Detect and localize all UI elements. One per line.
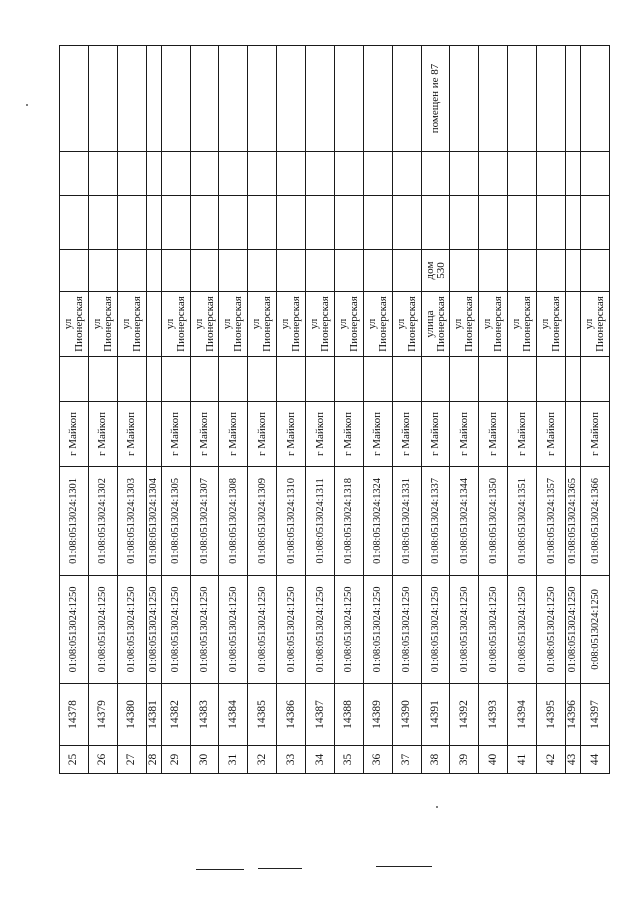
house-cell <box>219 250 248 292</box>
street-type-cell <box>306 357 335 402</box>
locality-cell: г Майкоп <box>450 402 479 467</box>
street-type-cell <box>219 357 248 402</box>
street-type-cell <box>248 357 277 402</box>
table-row <box>117 46 146 774</box>
house-cell: дом 530 <box>421 250 450 292</box>
locality-cell: г Майкоп <box>190 402 219 467</box>
premises-empty-cell <box>60 196 89 250</box>
parent-cadastral-cell: 01:08:0513024:1250 <box>537 576 566 684</box>
parent-cadastral-cell: 01:08:0513024:1250 <box>219 576 248 684</box>
cadastral-number-cell: 01:08:0513024:1310 <box>277 467 306 576</box>
registry-id-cell: 14381 <box>146 684 161 746</box>
parent-cadastral-cell: 01:08:0513024:1250 <box>392 576 421 684</box>
house-cell <box>392 250 421 292</box>
house-cell <box>117 250 146 292</box>
premises-empty-cell <box>363 196 392 250</box>
registry-id-cell: 14392 <box>450 684 479 746</box>
premises-empty-cell <box>392 196 421 250</box>
cadastral-number-cell: 01:08:0513024:1302 <box>88 467 117 576</box>
house-cell <box>363 250 392 292</box>
premises-empty-cell <box>161 152 190 196</box>
locality-cell: г Майкоп <box>537 402 566 467</box>
parent-cadastral-cell: 01:08:0513024:1250 <box>88 576 117 684</box>
registry-id-cell: 14394 <box>508 684 537 746</box>
row-number-cell: 28 <box>146 746 161 774</box>
street-type-cell <box>334 357 363 402</box>
registry-id-cell: 14393 <box>479 684 508 746</box>
premises-empty-cell <box>450 152 479 196</box>
house-cell <box>306 250 335 292</box>
street-cell: ул Пионерская <box>479 292 508 357</box>
premises-cell <box>334 46 363 152</box>
street-cell: ул Пионерская <box>248 292 277 357</box>
street-type-cell <box>60 357 89 402</box>
premises-empty-cell <box>117 196 146 250</box>
locality-cell: г Майкоп <box>306 402 335 467</box>
registry-id-cell: 14387 <box>306 684 335 746</box>
street-type-cell <box>479 357 508 402</box>
row-number-cell: 34 <box>306 746 335 774</box>
premises-cell <box>565 46 580 152</box>
row-number-cell: 29 <box>161 746 190 774</box>
table-rotation-wrapper <box>59 46 610 774</box>
premises-empty-cell <box>334 152 363 196</box>
street-type-cell <box>537 357 566 402</box>
street-type-cell <box>450 357 479 402</box>
street-type-cell <box>392 357 421 402</box>
registry-id-cell: 14390 <box>392 684 421 746</box>
table-row <box>161 46 190 774</box>
row-number-cell: 43 <box>565 746 580 774</box>
street-type-cell <box>117 357 146 402</box>
row-number-cell: 33 <box>277 746 306 774</box>
registry-id-cell: 14386 <box>277 684 306 746</box>
registry-table <box>59 45 610 774</box>
premises-empty-cell <box>421 196 450 250</box>
premises-cell <box>363 46 392 152</box>
cadastral-number-cell: 01:08:0513024:1303 <box>117 467 146 576</box>
parent-cadastral-cell: 01:08:0513024:1250 <box>334 576 363 684</box>
street-type-cell <box>363 357 392 402</box>
table-row <box>565 46 580 774</box>
registry-id-cell: 14391 <box>421 684 450 746</box>
premises-empty-cell <box>248 196 277 250</box>
scan-speck <box>26 104 28 106</box>
street-cell: ул Пионерская <box>363 292 392 357</box>
premises-cell <box>190 46 219 152</box>
house-cell <box>88 250 117 292</box>
locality-cell: г Майкоп <box>88 402 117 467</box>
street-cell <box>146 292 161 357</box>
bottom-scan-line <box>258 868 302 869</box>
premises-cell <box>479 46 508 152</box>
registry-id-cell: 14396 <box>565 684 580 746</box>
registry-id-cell: 14379 <box>88 684 117 746</box>
premises-cell <box>146 46 161 152</box>
locality-cell: г Майкоп <box>479 402 508 467</box>
parent-cadastral-cell: 01:08:0513024:1250 <box>363 576 392 684</box>
house-cell <box>277 250 306 292</box>
table-row <box>277 46 306 774</box>
row-number-cell: 44 <box>581 746 610 774</box>
table-row <box>190 46 219 774</box>
locality-cell <box>146 402 161 467</box>
locality-cell: г Майкоп <box>581 402 610 467</box>
premises-empty-cell <box>277 196 306 250</box>
row-number-cell: 40 <box>479 746 508 774</box>
premises-cell <box>306 46 335 152</box>
street-type-cell <box>146 357 161 402</box>
premises-empty-cell <box>581 196 610 250</box>
premises-cell <box>581 46 610 152</box>
premises-empty-cell <box>392 152 421 196</box>
cadastral-number-cell: 01:08:0513024:1350 <box>479 467 508 576</box>
street-cell: ул Пионерская <box>537 292 566 357</box>
street-cell: ул Пионерская <box>219 292 248 357</box>
premises-empty-cell <box>306 152 335 196</box>
parent-cadastral-cell: 01:08:0513024:1250 <box>277 576 306 684</box>
premises-empty-cell <box>248 152 277 196</box>
registry-id-cell: 14388 <box>334 684 363 746</box>
table-row <box>248 46 277 774</box>
street-cell <box>565 292 580 357</box>
street-cell: ул Пионерская <box>117 292 146 357</box>
parent-cadastral-cell: 01:08:0513024:1250 <box>565 576 580 684</box>
cadastral-number-cell: 01:08:0513024:1366 <box>581 467 610 576</box>
house-cell <box>334 250 363 292</box>
street-cell: ул Пионерская <box>450 292 479 357</box>
row-number-cell: 36 <box>363 746 392 774</box>
locality-cell <box>565 402 580 467</box>
parent-cadastral-cell: 01:08:0513024:1250 <box>479 576 508 684</box>
cadastral-number-cell: 01:08:0513024:1331 <box>392 467 421 576</box>
table-row <box>219 46 248 774</box>
row-number-cell: 27 <box>117 746 146 774</box>
registry-id-cell: 14382 <box>161 684 190 746</box>
premises-empty-cell <box>190 152 219 196</box>
house-cell <box>146 250 161 292</box>
premises-empty-cell <box>479 196 508 250</box>
registry-id-cell: 14397 <box>581 684 610 746</box>
table-row <box>334 46 363 774</box>
table-row <box>60 46 89 774</box>
rotated-table-area <box>59 46 610 774</box>
premises-cell <box>60 46 89 152</box>
cadastral-number-cell: 01:08:0513024:1301 <box>60 467 89 576</box>
registry-id-cell: 14395 <box>537 684 566 746</box>
locality-cell: г Майкоп <box>334 402 363 467</box>
locality-cell: г Майкоп <box>363 402 392 467</box>
table-row <box>479 46 508 774</box>
street-cell: ул Пионерская <box>277 292 306 357</box>
street-cell: ул Пионерская <box>392 292 421 357</box>
locality-cell: г Майкоп <box>161 402 190 467</box>
parent-cadastral-cell: 01:08:0513024:1250 <box>306 576 335 684</box>
house-cell <box>581 250 610 292</box>
parent-cadastral-cell: 0:08:0513024:1250 <box>581 576 610 684</box>
registry-id-cell: 14385 <box>248 684 277 746</box>
cadastral-number-cell: 01:08:0513024:1311 <box>306 467 335 576</box>
cadastral-number-cell: 01:08:0513024:1305 <box>161 467 190 576</box>
street-cell: ул Пионерская <box>508 292 537 357</box>
cadastral-number-cell: 01:08:0513024:1351 <box>508 467 537 576</box>
premises-empty-cell <box>565 196 580 250</box>
registry-id-cell: 14384 <box>219 684 248 746</box>
premises-empty-cell <box>565 152 580 196</box>
premises-cell <box>277 46 306 152</box>
premises-empty-cell <box>306 196 335 250</box>
house-cell <box>248 250 277 292</box>
row-number-cell: 31 <box>219 746 248 774</box>
house-cell <box>161 250 190 292</box>
parent-cadastral-cell: 01:08:0513024:1250 <box>117 576 146 684</box>
premises-cell <box>508 46 537 152</box>
cadastral-number-cell: 01:08:0513024:1307 <box>190 467 219 576</box>
cadastral-number-cell: 01:08:0513024:1365 <box>565 467 580 576</box>
street-type-cell <box>190 357 219 402</box>
premises-cell <box>219 46 248 152</box>
premises-empty-cell <box>60 152 89 196</box>
premises-empty-cell <box>508 196 537 250</box>
cadastral-number-cell: 01:08:0513024:1304 <box>146 467 161 576</box>
table-row <box>306 46 335 774</box>
street-type-cell <box>508 357 537 402</box>
row-number-cell: 41 <box>508 746 537 774</box>
cadastral-number-cell: 01:08:0513024:1324 <box>363 467 392 576</box>
locality-cell: г Майкоп <box>277 402 306 467</box>
registry-rows <box>60 46 610 774</box>
house-cell <box>450 250 479 292</box>
cadastral-number-cell: 01:08:0513024:1337 <box>421 467 450 576</box>
table-row <box>392 46 421 774</box>
row-number-cell: 38 <box>421 746 450 774</box>
premises-empty-cell <box>88 196 117 250</box>
street-cell: улица Пионерская <box>421 292 450 357</box>
street-type-cell <box>581 357 610 402</box>
street-cell: ул Пионерская <box>334 292 363 357</box>
bottom-scan-line <box>376 866 432 867</box>
premises-cell <box>88 46 117 152</box>
row-number-cell: 42 <box>537 746 566 774</box>
parent-cadastral-cell: 01:08:0513024:1250 <box>190 576 219 684</box>
row-number-cell: 39 <box>450 746 479 774</box>
locality-cell: г Майкоп <box>219 402 248 467</box>
street-cell: ул Пионерская <box>60 292 89 357</box>
parent-cadastral-cell: 01:08:0513024:1250 <box>508 576 537 684</box>
premises-empty-cell <box>581 152 610 196</box>
table-row <box>146 46 161 774</box>
table-row <box>450 46 479 774</box>
premises-empty-cell <box>537 196 566 250</box>
street-type-cell <box>421 357 450 402</box>
row-number-cell: 26 <box>88 746 117 774</box>
street-cell: ул Пионерская <box>88 292 117 357</box>
house-cell <box>479 250 508 292</box>
street-cell: ул Пионерская <box>306 292 335 357</box>
premises-empty-cell <box>161 196 190 250</box>
table-row <box>421 46 450 774</box>
row-number-cell: 30 <box>190 746 219 774</box>
cadastral-number-cell: 01:08:0513024:1344 <box>450 467 479 576</box>
premises-empty-cell <box>146 152 161 196</box>
row-number-cell: 37 <box>392 746 421 774</box>
premises-empty-cell <box>421 152 450 196</box>
table-row <box>88 46 117 774</box>
locality-cell: г Майкоп <box>248 402 277 467</box>
street-type-cell <box>161 357 190 402</box>
parent-cadastral-cell: 01:08:0513024:1250 <box>421 576 450 684</box>
scan-speck <box>436 806 438 808</box>
locality-cell: г Майкоп <box>117 402 146 467</box>
parent-cadastral-cell: 01:08:0513024:1250 <box>450 576 479 684</box>
premises-empty-cell <box>190 196 219 250</box>
premises-cell: помещен ие 87 <box>421 46 450 152</box>
premises-cell <box>117 46 146 152</box>
premises-cell <box>392 46 421 152</box>
house-cell <box>60 250 89 292</box>
street-type-cell <box>88 357 117 402</box>
premises-cell <box>161 46 190 152</box>
premises-empty-cell <box>450 196 479 250</box>
street-type-cell <box>277 357 306 402</box>
premises-empty-cell <box>277 152 306 196</box>
table-row <box>363 46 392 774</box>
locality-cell: г Майкоп <box>60 402 89 467</box>
registry-id-cell: 14380 <box>117 684 146 746</box>
registry-id-cell: 14378 <box>60 684 89 746</box>
table-row <box>537 46 566 774</box>
house-cell <box>565 250 580 292</box>
premises-empty-cell <box>146 196 161 250</box>
table-row <box>581 46 610 774</box>
registry-id-cell: 14383 <box>190 684 219 746</box>
premises-cell <box>450 46 479 152</box>
premises-empty-cell <box>537 152 566 196</box>
premises-empty-cell <box>88 152 117 196</box>
parent-cadastral-cell: 01:08:0513024:1250 <box>60 576 89 684</box>
row-number-cell: 35 <box>334 746 363 774</box>
house-cell <box>190 250 219 292</box>
parent-cadastral-cell: 01:08:0513024:1250 <box>146 576 161 684</box>
parent-cadastral-cell: 01:08:0513024:1250 <box>248 576 277 684</box>
street-cell: ул Пионерская <box>190 292 219 357</box>
premises-cell <box>537 46 566 152</box>
locality-cell: г Майкоп <box>421 402 450 467</box>
premises-empty-cell <box>334 196 363 250</box>
registry-id-cell: 14389 <box>363 684 392 746</box>
premises-empty-cell <box>219 196 248 250</box>
cadastral-number-cell: 01:08:0513024:1357 <box>537 467 566 576</box>
row-number-cell: 25 <box>60 746 89 774</box>
premises-empty-cell <box>508 152 537 196</box>
cadastral-number-cell: 01:08:0513024:1309 <box>248 467 277 576</box>
house-cell <box>537 250 566 292</box>
house-cell <box>508 250 537 292</box>
street-type-cell <box>565 357 580 402</box>
bottom-scan-line <box>196 869 244 870</box>
row-number-cell: 32 <box>248 746 277 774</box>
table-row <box>508 46 537 774</box>
locality-cell: г Майкоп <box>392 402 421 467</box>
premises-empty-cell <box>363 152 392 196</box>
locality-cell: г Майкоп <box>508 402 537 467</box>
premises-empty-cell <box>117 152 146 196</box>
cadastral-number-cell: 01:08:0513024:1318 <box>334 467 363 576</box>
premises-empty-cell <box>479 152 508 196</box>
street-cell: ул Пионерская <box>581 292 610 357</box>
premises-empty-cell <box>219 152 248 196</box>
premises-cell <box>248 46 277 152</box>
street-cell: ул Пионерская <box>161 292 190 357</box>
cadastral-number-cell: 01:08:0513024:1308 <box>219 467 248 576</box>
parent-cadastral-cell: 01:08:0513024:1250 <box>161 576 190 684</box>
